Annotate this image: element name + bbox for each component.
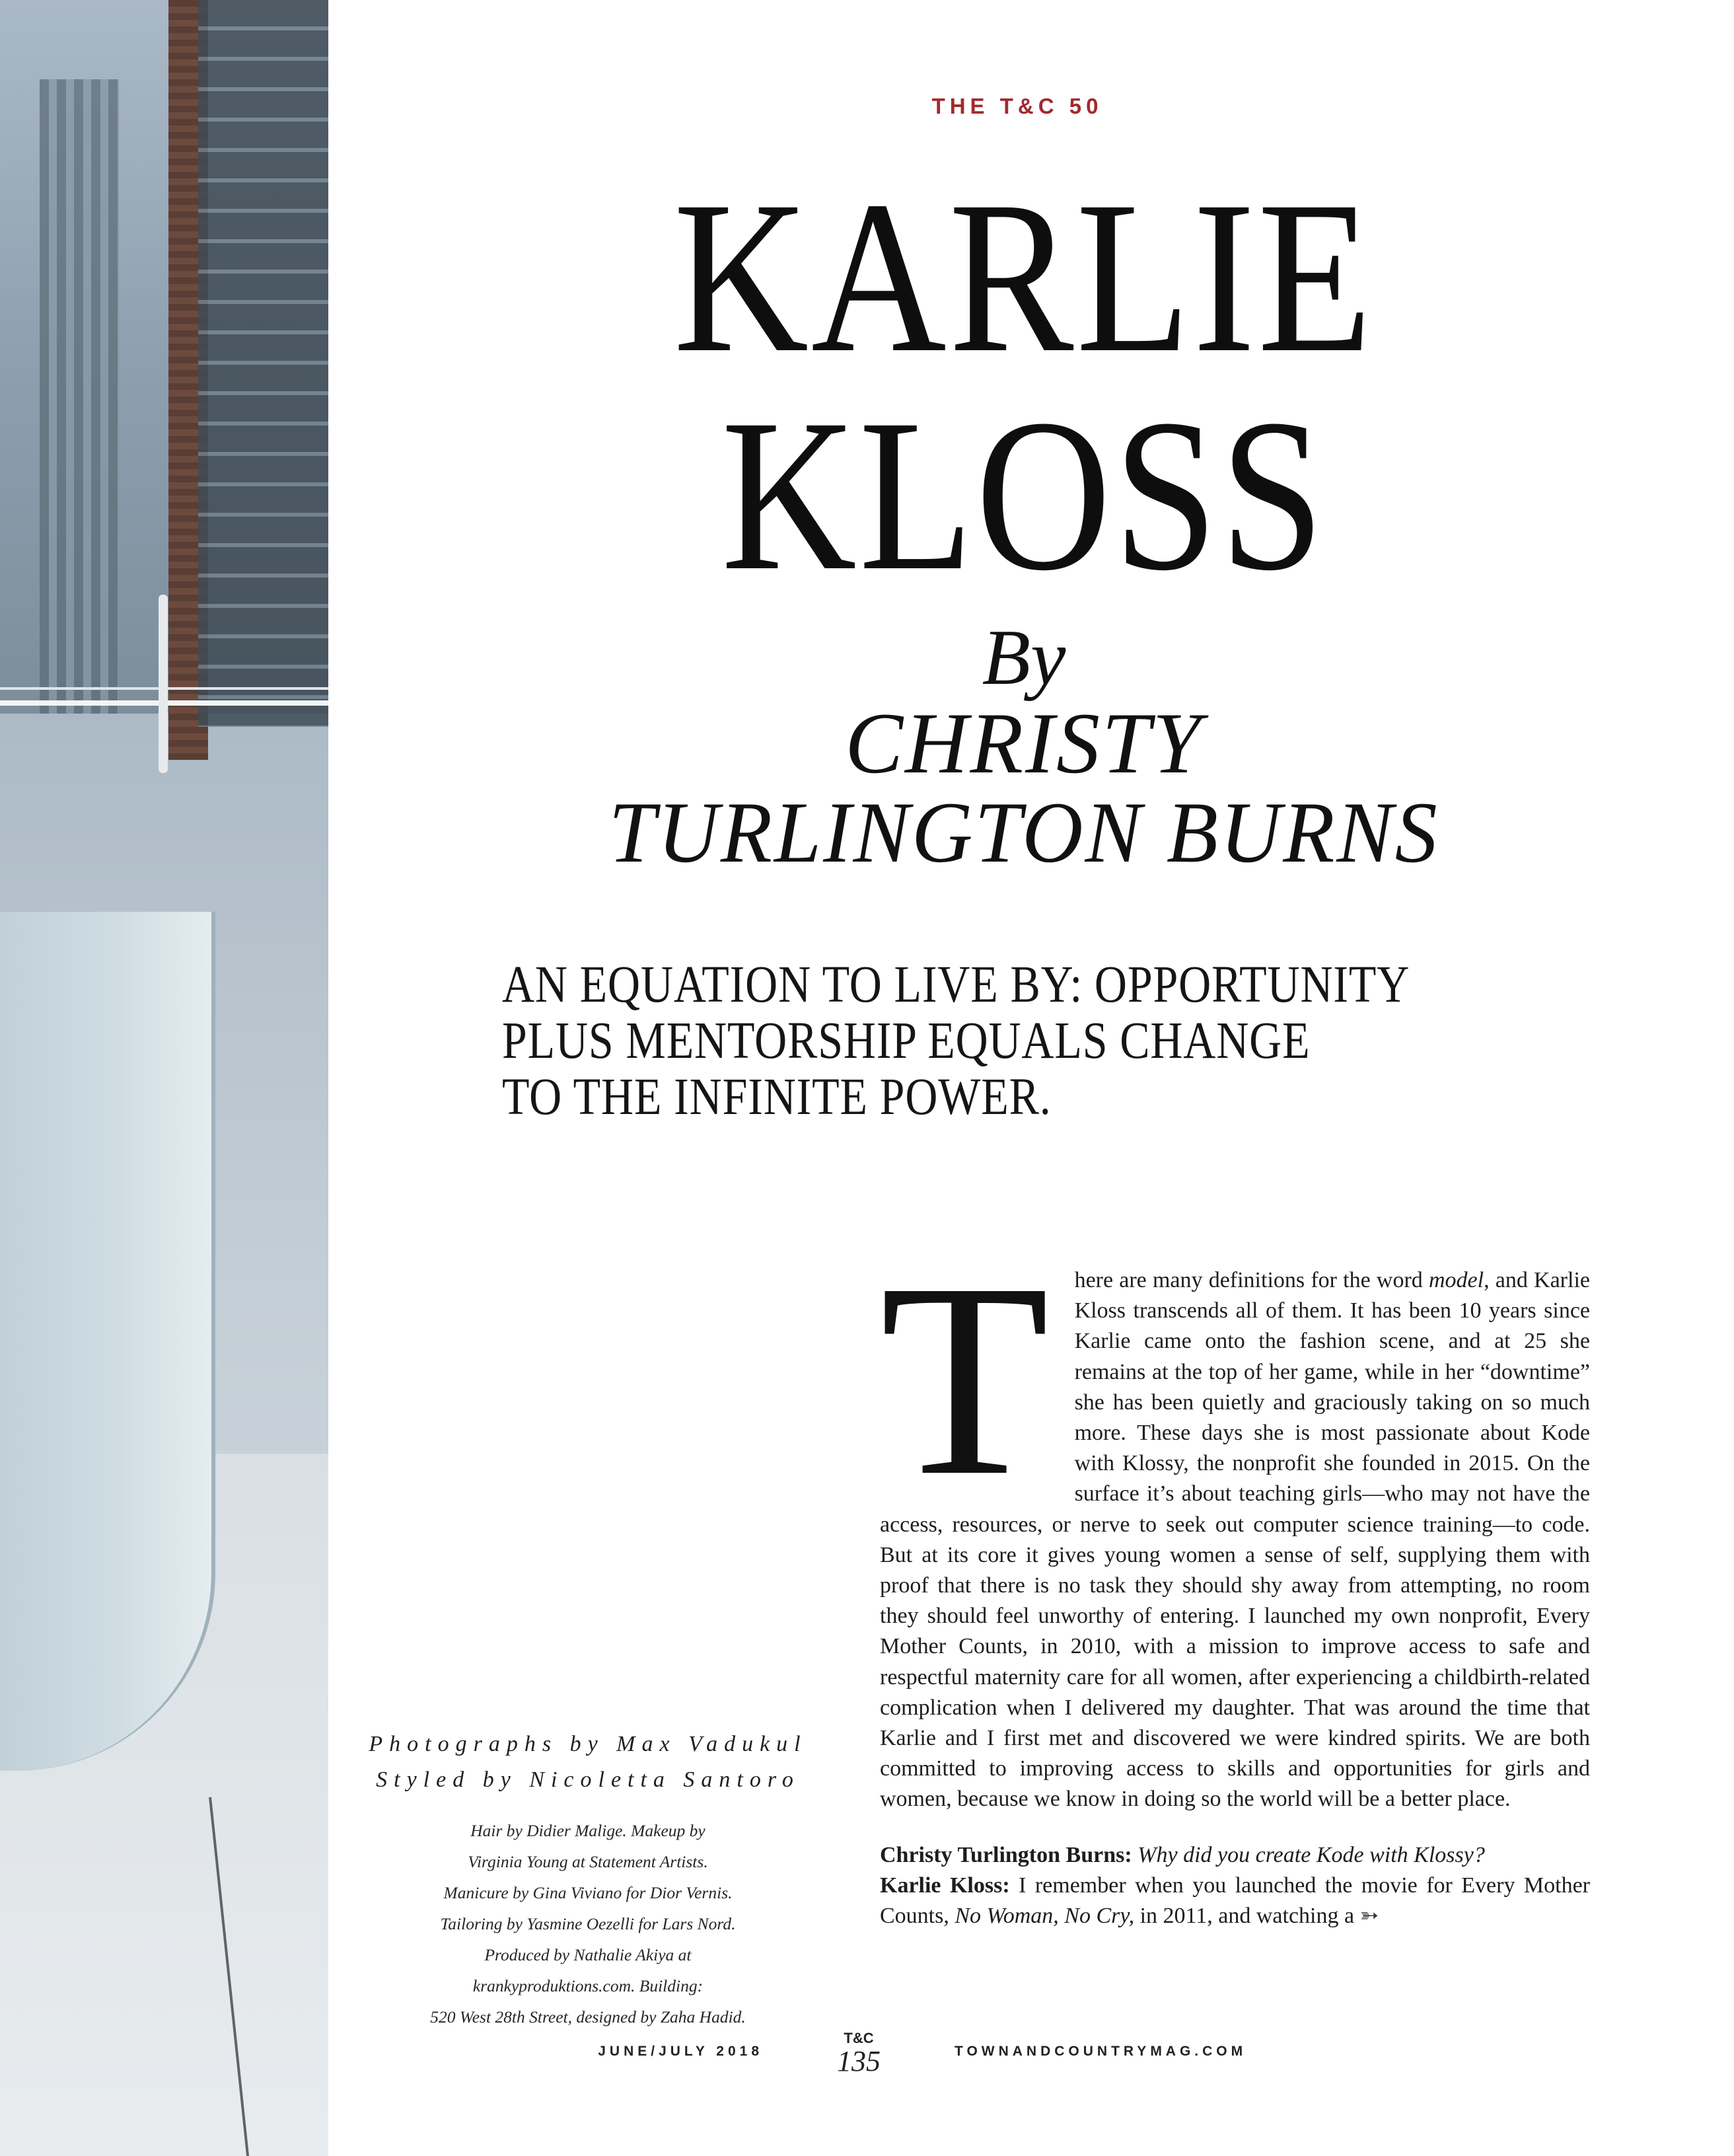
footer-logo: T&C <box>844 2030 874 2046</box>
credit-line: Tailoring by Yasmine Oezelli for Lars Nord. <box>440 1914 736 1933</box>
interview-question <box>880 1840 1590 1871</box>
article-body <box>880 1226 1591 1931</box>
headline-last-name: KLOSS <box>721 375 1327 616</box>
drop-cap: T <box>880 1226 1050 1533</box>
question-text: Why did you create Kode with Klossy? <box>1138 1842 1485 1867</box>
credit-line: Manicure by Gina Viviano for Dior Vernis. <box>443 1883 733 1902</box>
footer-website: TOWNANDCOUNTRYMAG.COM <box>955 2044 1247 2059</box>
headline-first-name: KARLIE <box>673 157 1375 398</box>
photo-door-handle <box>159 595 168 773</box>
dek-line: PLUS MENTORSHIP EQUALS CHANGE <box>502 1012 1311 1070</box>
photo-credits <box>357 1727 819 2032</box>
production-credits <box>357 1815 819 2032</box>
photo-glass-wall <box>0 912 215 1771</box>
credit-line: Hair by Didier Malige. Makeup by <box>470 1821 705 1840</box>
credit-line: Virginia Young at Statement Artists. <box>468 1852 708 1871</box>
speaker-name: Christy Turlington Burns: <box>880 1842 1132 1867</box>
page-number: 135 <box>837 2045 881 2077</box>
section-kicker: THE T&C 50 <box>931 94 1103 118</box>
byline-author-line1: CHRISTY <box>845 694 1203 792</box>
intro-paragraph: here are many definitions for the word model, and Karlie Kloss transcends all of them. It has been 10 years since Karlie came onto the fashion scene, and at 25 she remains at the top of her game, while in her “downtime” she has been quietly and graciously taking on so much more. These days she is most passionate about Kode with Klossy, the nonprofit she founded in 2015. On the surface it’s about teaching girls—who may not have the access, resources, or nerve to seek out computer science training—to code. But at its core it gives young women a sense of self, supplying them with proof that there is no task they should shy away from attempting, no room they should feel unworthy of entering. I launched my own nonprofit, Every Mother Counts, in 2010, with a mission to improve access to safe and respectful maternity care for all women, after experiencing a childbirth-related complication when I delivered my daughter. That was around the time that Karlie and I first met and discovered we were kindred spirits. We are both committed to improving access to skills and opportunities for girls and women, because we know in doing so the world will be a better place. <box>880 1268 1590 1812</box>
byline-author-line2: TURLINGTON BURNS <box>608 784 1439 881</box>
dek-line: AN EQUATION TO LIVE BY: OPPORTUNITY <box>502 956 1410 1014</box>
footer-issue-date: JUNE/JULY 2018 <box>598 2044 763 2059</box>
credit-line: 520 West 28th Street, designed by Zaha Hadid. <box>430 2007 746 2026</box>
credit-line: krankyproduktions.com. Building: <box>472 1976 704 1995</box>
cover-photo <box>0 0 328 2156</box>
photographer-credit: Photographs by Max Vadukul <box>369 1732 807 1756</box>
credit-line: Produced by Nathalie Akiya at <box>484 1945 692 1964</box>
byline-by: By <box>982 613 1066 701</box>
speaker-name: Karlie Kloss: <box>880 1873 1010 1898</box>
interview-answer: Karlie Kloss: I remember when you launched the movie for Every Mother Counts, No Woman, No Cry, in 2011, and watching a ➳ <box>880 1873 1591 1929</box>
dek-line: TO THE INFINITE POWER. <box>502 1068 1052 1126</box>
continued-arrow-icon: ➳ <box>1359 1904 1375 1929</box>
photo-tower <box>40 79 119 714</box>
stylist-credit: Styled by Nicoletta Santoro <box>376 1767 800 1792</box>
article-dek <box>502 957 1468 1125</box>
